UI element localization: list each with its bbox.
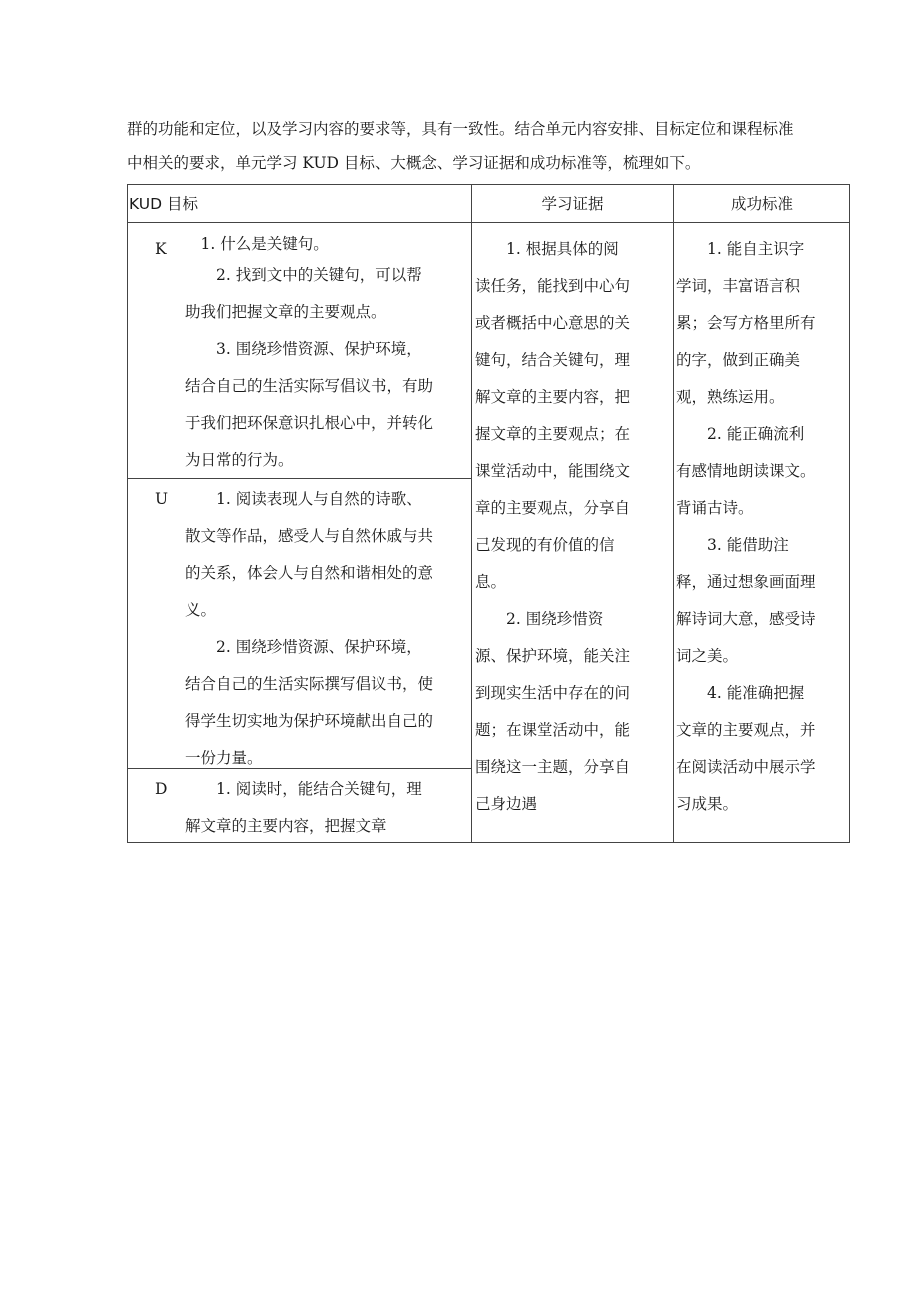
header-learning-evidence: 学习证据 [541,195,604,213]
column-divider-2 [673,185,674,842]
criteria-item-4: 4. 能准确把握文章的主要观点，并在阅读活动中展示学习成果。 [676,684,816,813]
d-content [185,771,435,845]
intro-paragraph [127,112,857,180]
criteria-item-2: 2. 能正确流利有感情地朗读课文。背诵古诗。 [676,425,816,517]
u-content [185,481,435,777]
column-divider-1 [471,185,472,842]
criteria-item-1: 1. 能自主识字学词，丰富语言积累；会写方格里所有的字，做到正确美观，熟练运用。 [676,240,816,406]
evidence-content [475,231,630,823]
intro-line-2: 中相关的要求，单元学习 KUD 目标、大概念、学习证据和成功标准等，梳理如下。 [127,154,701,172]
k-item-3: 3. 围绕珍惜资源、保护环境，结合自己的生活实际写倡议书，有助于我们把环保意识扎根心中，并转化为日常的行为。 [185,340,434,469]
criteria-content [676,231,816,823]
u-item-1: 1. 阅读表现人与自然的诗歌、散文等作品，感受人与自然休戚与共的关系，体会人与自然和谐相处的意义。 [185,490,434,619]
kud-table [127,184,850,843]
k-content [185,231,433,479]
k-item-2: 2. 找到文中的关键句，可以帮助我们把握文章的主要观点。 [185,266,422,321]
d-label: D [155,780,168,798]
header-kud-goals: KUD 目标 [129,195,198,213]
u-item-2: 2. 围绕珍惜资源、保护环境，结合自己的生活实际撰写倡议书，使得学生切实地为保护环境献出自己的一份力量。 [185,638,434,767]
u-label: U [155,490,169,508]
intro-line-1: 群的功能和定位，以及学习内容的要求等，具有一致性。结合单元内容安排、目标定位和课程标准 [127,120,794,138]
k-label: K [155,240,167,258]
evidence-item-1: 1. 根据具体的阅读任务，能找到中心句或者概括中心意思的关键句，结合关键句，理解文章的主要内容，把握文章的主要观点；在课堂活动中，能围绕文章的主要观点，分享自己发现的有价值的信息。 [475,240,631,591]
d-item-1: 1. 阅读时，能结合关键句，理解文章的主要内容，把握文章 [185,780,422,835]
k-item-1: 1. 什么是关键句。 [200,235,329,253]
header-success-criteria: 成功标准 [730,195,793,213]
criteria-item-3: 3. 能借助注释，通过想象画面理解诗词大意，感受诗词之美。 [676,536,816,665]
evidence-item-2: 2. 围绕珍惜资源、保护环境，能关注到现实生活中存在的问题；在课堂活动中，能围绕这一主题，分享自己身边遇 [475,610,631,813]
